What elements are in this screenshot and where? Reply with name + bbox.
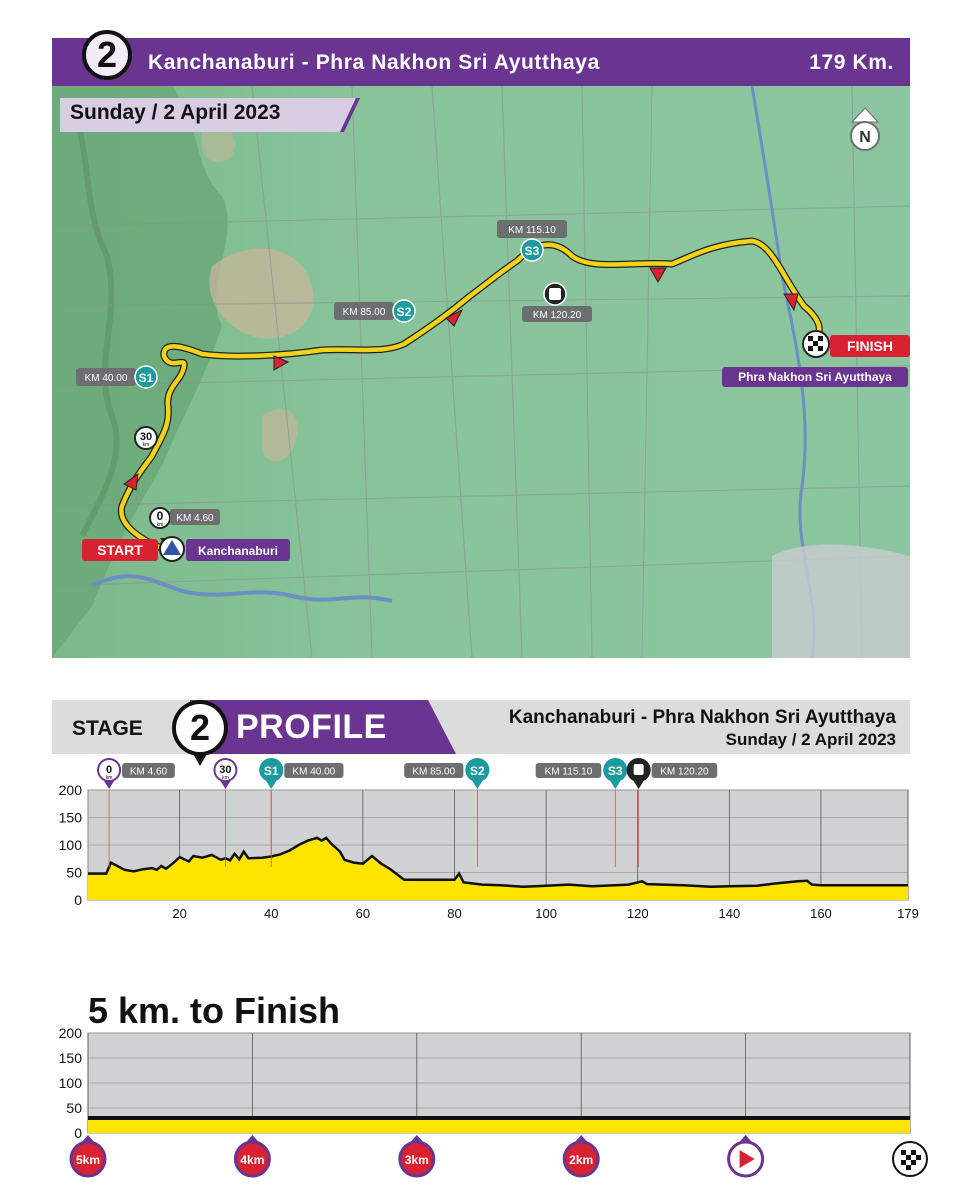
y-tick-label: 0 xyxy=(74,892,82,908)
feed-bag-icon xyxy=(549,288,561,300)
x-tick-label: 120 xyxy=(626,906,649,921)
x-tick-label: 20 xyxy=(172,906,187,921)
start-town: Kanchanaburi xyxy=(197,544,279,558)
km-zero-label: KM 4.60 xyxy=(176,513,214,524)
sprint1-badge-text: S1 xyxy=(138,371,154,385)
x-tick-label: 100 xyxy=(535,906,557,921)
marker-pointer xyxy=(610,781,620,789)
x-tick-label: 40 xyxy=(264,906,279,921)
profile-date: Sunday / 2 April 2023 xyxy=(725,730,896,749)
sprint3-label: KM 115.10 xyxy=(508,225,556,236)
y-tick-label: 200 xyxy=(58,782,82,798)
marker-label: KM 115.10 xyxy=(544,766,593,778)
marker-label: KM 4.60 xyxy=(129,766,168,778)
sprint3-badge-text: S3 xyxy=(524,244,540,258)
last-5km-title: 5 km. to Finish xyxy=(88,990,341,1031)
marker-badge-sub: km xyxy=(105,775,113,781)
marker-badge-text: S2 xyxy=(470,764,485,778)
x-tick-label: 179 xyxy=(897,906,919,921)
marker-badge-sub: km xyxy=(222,775,229,781)
compass-n: N xyxy=(859,129,871,146)
finish-label: FINISH xyxy=(847,338,893,354)
y-tick-label: 0 xyxy=(74,1125,82,1141)
map-urban-area xyxy=(772,544,910,658)
km-zero-sub: km xyxy=(156,522,164,528)
profile-route: Kanchanaburi - Phra Nakhon Sri Ayutthaya xyxy=(508,707,896,728)
x-tick-label: 60 xyxy=(355,906,371,921)
feed-zone-label: KM 120.20 xyxy=(532,310,582,321)
x-tick-label: 140 xyxy=(718,906,741,921)
x-tick-label: 160 xyxy=(810,906,832,921)
y-tick-label: 50 xyxy=(66,864,82,881)
km30-number: 30 xyxy=(139,431,153,443)
marker-badge-text: S1 xyxy=(263,764,279,778)
stage-number-badge: 2 xyxy=(82,30,132,80)
last-5km-chart xyxy=(0,1025,960,1200)
sprint2-badge-text: S2 xyxy=(396,305,412,319)
marker-pointer xyxy=(104,781,114,789)
km-marker-label: 4km xyxy=(240,1153,265,1167)
stage-profile-chart xyxy=(0,755,960,925)
x-tick-label: 80 xyxy=(447,906,462,921)
km30-sub: km xyxy=(142,442,150,448)
marker-pointer xyxy=(634,781,644,789)
marker-pointer xyxy=(266,781,276,789)
marker-label: KM 120.20 xyxy=(660,766,709,778)
start-label: START xyxy=(97,542,143,558)
feed-bag-icon xyxy=(634,764,644,775)
km-marker-label: 3km xyxy=(404,1153,429,1167)
km-marker-label: 5km xyxy=(75,1153,101,1167)
stage-date: Sunday / 2 April 2023 xyxy=(70,101,281,124)
y-tick-label: 100 xyxy=(58,1075,82,1091)
marker-badge-text: S3 xyxy=(607,764,623,778)
y-tick-label: 150 xyxy=(58,1050,82,1066)
y-tick-label: 50 xyxy=(66,1100,82,1116)
route-title: Kanchanaburi - Phra Nakhon Sri Ayutthaya xyxy=(148,51,600,74)
marker-label: KM 40.00 xyxy=(292,766,336,778)
profile-stage-number: 2 xyxy=(189,707,211,748)
marker-pointer xyxy=(472,781,482,789)
marker-label: KM 85.00 xyxy=(412,766,456,778)
km-marker-label: 2km xyxy=(569,1153,594,1167)
profile-word: PROFILE xyxy=(236,708,387,746)
marker-pointer xyxy=(220,781,230,789)
sprint2-label: KM 85.00 xyxy=(342,307,386,318)
stage-word: STAGE xyxy=(72,717,143,740)
elevation-area xyxy=(88,1118,910,1133)
y-tick-label: 150 xyxy=(58,809,82,826)
stage-distance: 179 Km. xyxy=(809,51,894,74)
sprint1-label: KM 40.00 xyxy=(84,373,128,384)
route-map xyxy=(52,86,910,658)
marker-badge-text: 0 xyxy=(106,764,113,776)
y-tick-label: 100 xyxy=(58,837,82,853)
km-zero-number: 0 xyxy=(156,509,164,523)
finish-town: Phra Nakhon Sri Ayutthaya xyxy=(738,370,892,384)
marker-badge-text: 30 xyxy=(219,764,232,776)
y-tick-label: 200 xyxy=(58,1025,82,1041)
